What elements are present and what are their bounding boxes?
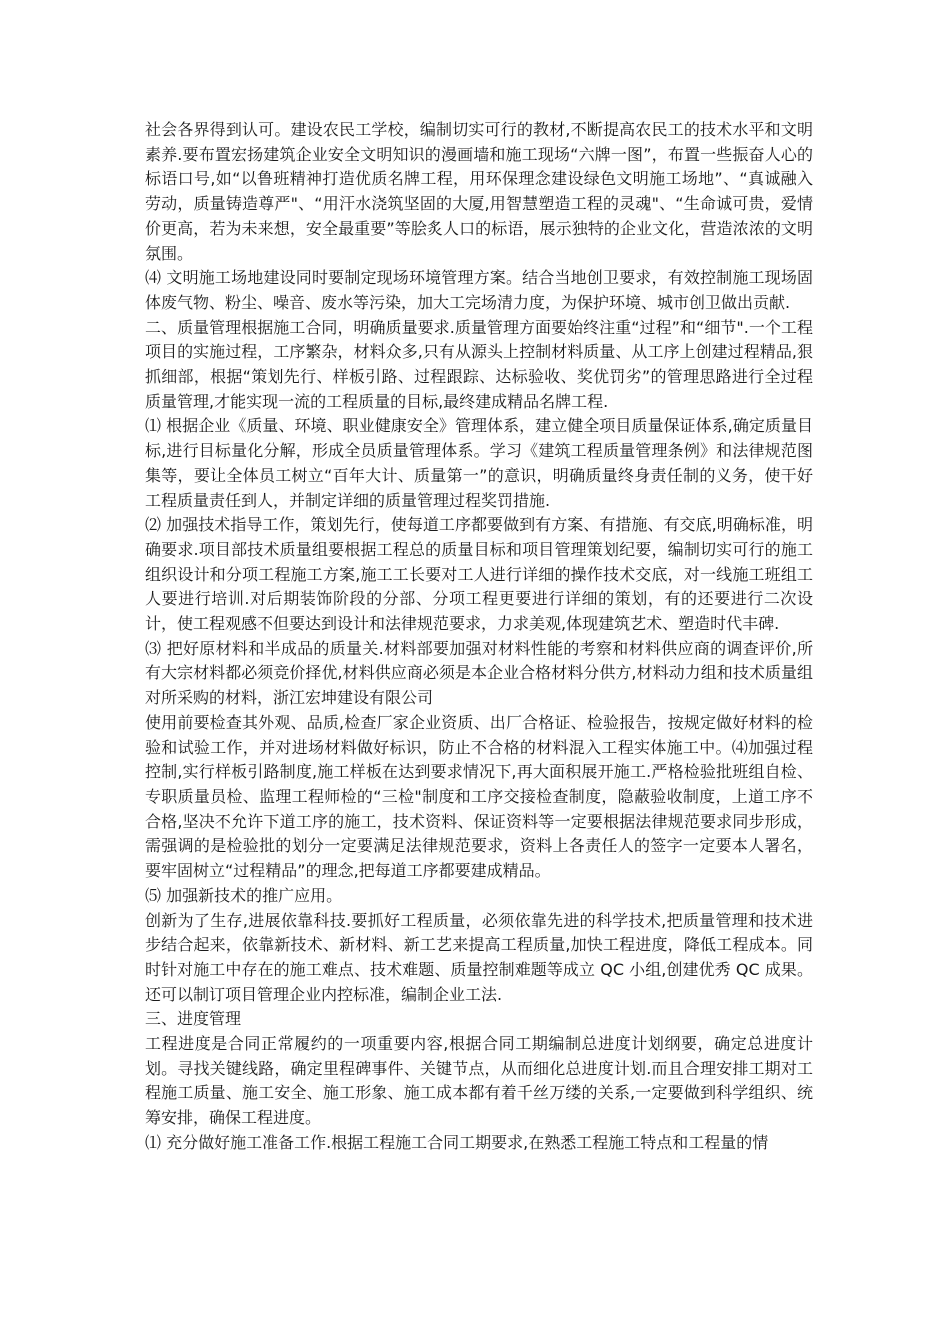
document-body bbox=[145, 118, 813, 1156]
paragraph-site-environment: ⑷ 文明施工场地建设同时要制定现场环境管理方案。结合当地创卫要求，有效控制施工现场固体废气物、粉尘、噪音、废水等污染，加大工完场清力度，为保护环境、城市创卫做出贡献. bbox=[145, 268, 813, 312]
paragraph-civilization-culture: 社会各界得到认可。建设农民工学校，编制切实可行的教材,不断提高农民工的技术水平和文明素养.要布置宏扬建筑企业安全文明知识的漫画墙和施工现场“六牌一图”，布置一些振奋人心的标语口号,如“以鲁班精神打造优质名牌工程，用环保理念建设绿色文明施工场地”、“真诚融入劳动，质量铸造尊严"、“用汗水浇筑坚固的大厦,用智慧塑造工程的灵魂"、“生命诚可贵，爱情价更高，若为未来想，安全最重要”等脍炙人口的标语，展示独特的企业文化，营造浓浓的文明氛围。 bbox=[145, 120, 813, 263]
section-heading-schedule-management: 三、进度管理 bbox=[145, 1009, 242, 1029]
paragraph-technical-guidance: ⑵ 加强技术指导工作，策划先行，使每道工序都要做到有方案、有措施、有交底,明确标准，明确要求.项目部技术质量组要根据工程总的质量目标和项目管理策划纪要，编制切实可行的施工组织设计和分项工程施工方案,施工工长要对工人进行详细的操作技术交底，对一线施工班组工人要进行培训.对后期装饰阶段的分部、分项工程更要进行详细的策划，有的还要进行二次设计，使工程观感不但要达到设计和法律规范要求，力求美观,体现建筑艺术、塑造时代丰碑. bbox=[145, 515, 813, 634]
section-heading-quality-management: 二、质量管理根据施工合同，明确质量要求.质量管理方面要始终注重“过程”和“细节".一个工程项目的实施过程，工序繁杂，材料众多,只有从源头上控制材料质量、从工序上创建过程精品,狠抓细部，根据“策划先行、样板引路、过程跟踪、达标验收、奖优罚劣”的管理思路进行全过程质量管理,才能实现一流的工程质量的目标,最终建成精品名牌工程. bbox=[145, 317, 813, 411]
paragraph-new-technology-heading: ⑸ 加强新技术的推广应用。 bbox=[145, 885, 343, 905]
paragraph-schedule-overview: 工程进度是合同正常履约的一项重要内容,根据合同工期编制总进度计划纲要，确定总进度计划。寻找关键线路，确定里程碑事件、关键节点，从而细化总进度计划.而且合理安排工期对工程施工质量、施工安全、施工形象、施工成本都有着千丝万缕的关系,一定要做到科学组织、统筹安排，确保工程进度。 bbox=[145, 1034, 813, 1128]
paragraph-preparation-work: ⑴ 充分做好施工准备工作.根据工程施工合同工期要求,在熟悉工程施工特点和工程量的情 bbox=[145, 1132, 769, 1152]
paragraph-innovation: 创新为了生存,进展依靠科技.要抓好工程质量，必须依靠先进的科学技术,把质量管理和技术进步结合起来，依靠新技术、新材料、新工艺来提高工程质量,加快工程进度，降低工程成本。同时针对施工中存在的施工难点、技术难题、质量控制难题等成立 QC 小组,创建优秀 QC 成果。还可以制订项目管理企业内控标准，编制企业工法. bbox=[145, 910, 813, 1004]
paragraph-quality-system: ⑴ 根据企业《质量、环境、职业健康安全》管理体系，建立健全项目质量保证体系,确定质量目标,进行目标量化分解，形成全员质量管理体系。学习《建筑工程质量管理条例》和法律规范图集等，要让全体员工树立“百年大计、质量第一”的意识，明确质量终身责任制的义务，使干好工程质量责任到人，并制定详细的质量管理过程奖罚措施. bbox=[145, 416, 813, 510]
paragraph-process-control: 使用前要检查其外观、品质,检查厂家企业资质、出厂合格证、检验报告，按规定做好材料的检验和试验工作，并对进场材料做好标识，防止不合格的材料混入工程实体施工中。⑷加强过程控制,实行样板引路制度,施工样板在达到要求情况下,再大面积展开施工.严格检验批班组自检、专职质量员检、监理工程师检的“三检"制度和工序交接检查制度，隐蔽验收制度，上道工序不合格,坚决不允许下道工序的施工，技术资料、保证资料等一定要根据法律规范要求同步形成，需强调的是检验批的划分一定要满足法律规范要求，资料上各责任人的签字一定要本人署名，要牢固树立“过程精品”的理念,把每道工序都要建成精品。 bbox=[145, 712, 813, 881]
paragraph-raw-materials: ⑶ 把好原材料和半成品的质量关.材料部要加强对材料性能的考察和材料供应商的调查评价,所有大宗材料都必须竞价择优,材料供应商必须是本企业合格材料分供方,材料动力组和技术质量组对所采购的材料，浙江宏坤建设有限公司 bbox=[145, 638, 813, 708]
